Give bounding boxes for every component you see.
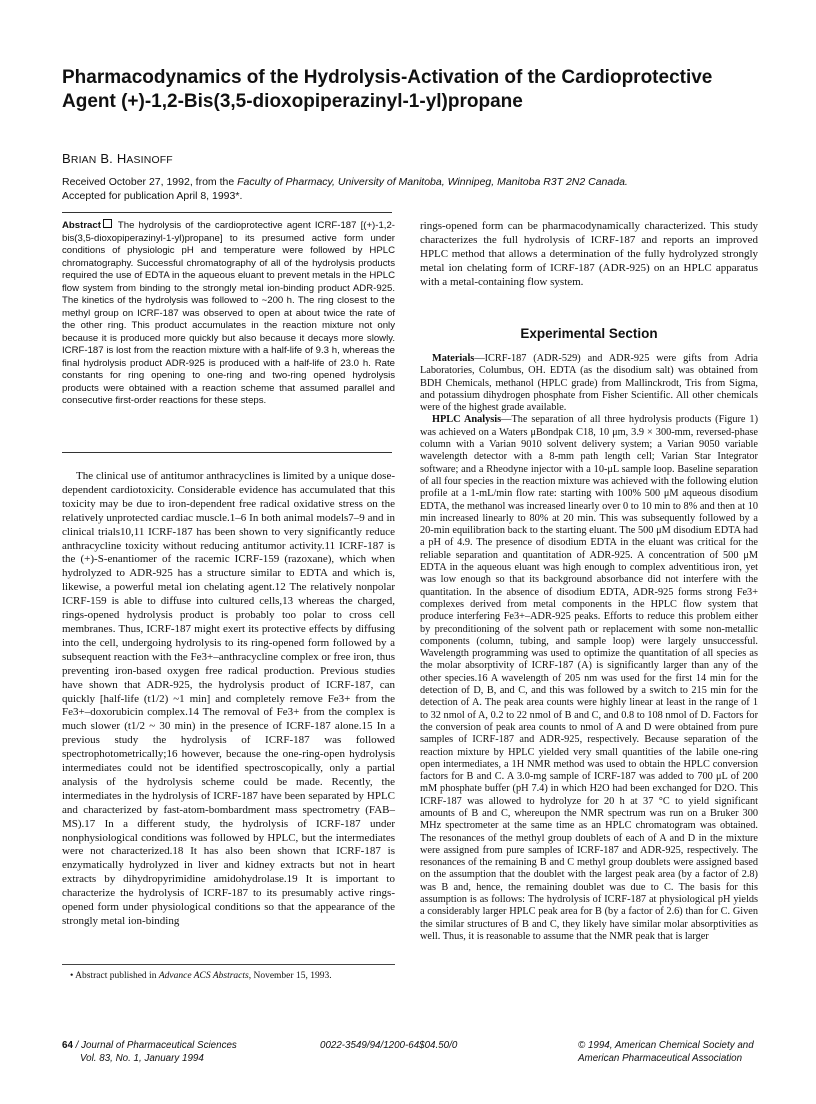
article-title-line-2: Agent (+)-1,2-Bis(3,5-dioxopiperazinyl-1-yl)propane: [62, 91, 523, 112]
footnote-date: , November 15, 1993.: [248, 971, 332, 981]
copyright-line-2: American Pharmaceutical Association: [578, 1052, 743, 1064]
copyright-line-1: © 1994, American Chemical Society and: [578, 1040, 754, 1051]
author-name: [62, 151, 173, 166]
accepted-date: Accepted for publication April 8, 1993*.: [62, 190, 243, 202]
abstract-label: Abstract: [62, 220, 101, 231]
article-title: [62, 66, 762, 114]
right-column-paragraph: rings-opened form can be pharmacodynamically characterized. This study characterizes the full hydrolysis of ICRF-187 and reports an improved HPLC method that allows a determination of the fully hydrolyzed strongly metal ion chelating form of ICRF-187 (ADR-925) on an HPLC apparatus with a metal-containing flow system.: [420, 220, 758, 288]
author-first-initial: B: [62, 151, 71, 166]
footer-code: 0022-3549/94/1200-64$04.50/0: [320, 1040, 458, 1051]
square-box-icon: [103, 219, 112, 228]
footer-copyright: [578, 1040, 754, 1065]
journal-issue: Vol. 83, No. 1, January 1994: [80, 1052, 204, 1064]
received-info: [62, 175, 772, 203]
abstract-bottom-rule: [62, 452, 392, 453]
author-last-rest: ASINOFF: [126, 155, 173, 166]
right-column-top: [420, 220, 758, 290]
footnote-journal: Advance ACS Abstracts: [158, 971, 249, 981]
footer-journal: [62, 1040, 237, 1065]
abstract: [62, 219, 395, 408]
introduction-paragraph: The clinical use of antitumor anthracyclines is limited by a unique dose-dependent cardiotoxicity. Considerable evidence has accumulated that this toxicity may be due to iron-dependent free radical oxidative stress on the relatively unprotected cardiac muscle.1–6 In both animal models7–9 and in clinical trials10,11 ICRF-187 has been shown to very significantly reduce anthracycline toxicity without reducing antitumor activity.11 ICRF-187 is the (+)-S-enantiomer of the racemic ICRF-159 (razoxane), which when hydrolyzed to ADR-925 has a structure similar to EDTA and which is, likewise, a powerful metal ion chelating agent.12 The relatively nonpolar ICRF-159 is able to diffuse into cultured cells,13 whereas the charged, rings-opened hydrolysis product is probably too polar to cross cell membranes. Thus, ICRF-187 might exert its protective effects by diffusing into the cell, undergoing hydrolysis to its ring-opened form followed by a subsequent reaction with the Fe3+–anthracycline complex or free iron, thus preventing iron-based oxygen free radical production. Previous studies have shown that ADR-925, the hydrolysis product of ICRF-187, can quickly [half-life (t1/2) ~1 min] and completely remove Fe3+ from the Fe3+–doxorubicin complex.14 The removal of Fe3+ from the complex is much slower (t1/2 ~ 30 min) in the presence of ICRF-187 alone.15 In a previous study the hydrolysis of ICRF-187 was followed spectrophotometrically;16 however, because the one-ring-open hydrolysis intermediates could not be identified spectroscopically, only a partial analysis of the hydrolysis scheme could be made. Recently, the intermediates in the hydrolysis of ICRF-187 have been separated by HPLC and characterized by fast-atom-bombardment mass spectrometry (FAB–MS).17 In a different study, the hydrolysis of ICRF-187 under nonphysiological conditions was followed by HPLC, but the intermediates were not characterized.18 It has also been shown that ICRF-187 is enzymatically hydrolyzed in liver and kidney extracts but not in heart extracts by dihydropyrimidine amidohydrolase.19 It is important to characterize the hydrolysis of ICRF-187 to its presumably active rings-opened form under physiological conditions so that the appearance of the strongly metal ion-binding: [62, 470, 395, 927]
materials-text: —ICRF-187 (ADR-529) and ADR-925 were gifts from Adria Laboratories, Columbus, OH. EDTA (as the disodium salt) was obtained from BDH Chemicals, methanol (HPLC grade) from Mallinckrodt, Tris from Sigma, and potassium dihydrogen phosphate from Fisher Scientific. All other chemicals were of the highest grade available.: [420, 353, 758, 414]
materials-paragraph: [420, 353, 758, 414]
received-prefix: Received October 27, 1992, from the: [62, 176, 238, 188]
footnote-prefix: • Abstract published in: [70, 971, 159, 981]
materials-label: Materials: [432, 353, 475, 364]
introduction: [62, 470, 395, 929]
abstract-text: The hydrolysis of the cardioprotective agent ICRF-187 [(+)-1,2-bis(3,5-dioxopiperazinyl-1-yl)propane] to its presumed active form under conditions of physiologic pH and temperature were followed by HPLC chromatography. Successful chromatography of all of the hydrolysis products required the use of EDTA in the aqueous eluant to prevent metals in the HPLC flow system from binding to the strongly metal ion-binding product ADR-925. The kinetics of the hydrolysis was followed to ~200 h. The ring closest to the methyl group on ICRF-187 was observed to open at about twice the rate of the other ring. This product accumulates in the reaction mixture not only because it is produced more quickly but also because it decays more slowly. ICRF-187 is lost from the reaction mixture with a half-life of 9.3 h, whereas the final hydrolysis product ADR-925 is produced with a half-life of 23.0 h. Rate constants for ring opening to one-ring and two-ring opened hydrolysis products were obtained with a reaction scheme that assumed parallel and consecutive first-order reactions for these steps.: [62, 220, 395, 406]
hplc-label: HPLC Analysis: [432, 414, 502, 426]
author-middle-initial: B.: [100, 151, 113, 166]
author-first-rest: RIAN: [70, 155, 97, 166]
footnote-rule: [62, 964, 395, 965]
hplc-text: —The separation of all three hydrolysis products (Figure 1) was achieved on a Waters μBondpak C18, 10 μm, 3.9 × 300-mm, reversed-phase column with a Varian 9010 solvent delivery system; a Varian 9050 variable wavelength detector with a 8-mm path length cell; Varian Star Integrator software; and a Rheodyne injector with a 10-μL sample loop. Baseline separation of all four species in the reaction mixture was achieved with the following elution profile at a 1-mL/min flow rate: starting with 100% 500 μM aqueous disodium EDTA, the methanol was increased linearly over 0 to 10 min to 8% and then at 10 min increased linearly to 80% at 20 min. This was subsequently followed by a 20-min equilibration back to the starting eluant. The 500 μM disodium EDTA had a pH of 4.9. The presence of disodium EDTA in the eluant was critical for the reliable separation and quantitation of ADR-925. A concentration of 500 μM EDTA in the aqueous eluant was high enough to complex adventitious iron, yet was low enough so that its background absorbance did not interfere with the quantitation. In the absence of disodium EDTA, ADR-925 forms strong Fe3+ complexes derived from metal components in the HPLC flow system that produce interfering Fe3+–ADR-925 peaks. Efforts to reduce this problem either by preconditioning of the solvent path or replacement with some non-metallic components (column, tubing, and sample loop) were largely unsuccessful. Wavelength programming was used to optimize the quantitation of all species as the molar absorptivity of ICRF-187 (A) is significantly larger than any of the other species.16 A wavelength of 205 nm was used for the first 14 min for the detection of D, B, and C, and this was followed by a switch to 215 min for the detection of A. The peak area counts were highly linear at least in the range of 1 to 32 nmol of A, 0.2 to 22 nmol of B and C, and 0.8 to 108 nmol of D. Factors for the conversion of peak area counts to nmol of A and D were obtained from pure samples of ICRF-187 and ADR-925, respectively. Because separation of the reaction mixture by HPLC yielded very small quantities of the labile one-ring open intermediates, a 1H NMR method was used to obtain the HPLC conversion factors for B and C. A 3.0-mg sample of ICRF-187 was added to 700 μL of 200 mM phosphate buffer (pH 7.4) in which H2O had been exchanged for D2O. This ICRF-187 was allowed to hydrolyze for 20 h at 37 °C to yield significant amounts of B and C, whereupon the NMR spectrum was run on a Bruker 300 MHz spectrometer at the same time as an HPLC chromatogram was obtained. The resonances of the methyl group doublets of each of A and D in the mixture were assigned from pure samples of ICRF-187 and ADR-925, respectively. The resonances of the remaining B and C methyl group doublets were assigned based on the assumption that the doublet with the largest peak area (by a factor of 2.8) was B and, hence, the remaining doublet was due to C. The basis for this assumption is as follows: The hydrolysis of ICRF-187 at physiological pH yields a considerably larger HPLC peak area for B (by a factor of 2.6) than for C. Given the similar structures of B and C, they likely have similar molar absorptivities as well. Thus, it is reasonable to assume that the NMR peak that is larger: [420, 414, 758, 942]
journal-name: / Journal of Pharmaceutical Sciences: [72, 1040, 237, 1051]
author-last-initial: H: [116, 151, 127, 166]
hplc-paragraph: [420, 414, 758, 943]
article-title-line-1: Pharmacodynamics of the Hydrolysis-Activation of the Cardioprotective: [62, 67, 713, 88]
affiliation: Faculty of Pharmacy, University of Manitoba, Winnipeg, Manitoba R3T 2N2 Canada.: [237, 176, 628, 188]
abstract-top-rule: [62, 212, 392, 213]
page-number: 64: [62, 1040, 73, 1051]
section-heading: Experimental Section: [520, 326, 658, 341]
experimental-section: [420, 353, 758, 943]
footnote: [70, 970, 400, 982]
